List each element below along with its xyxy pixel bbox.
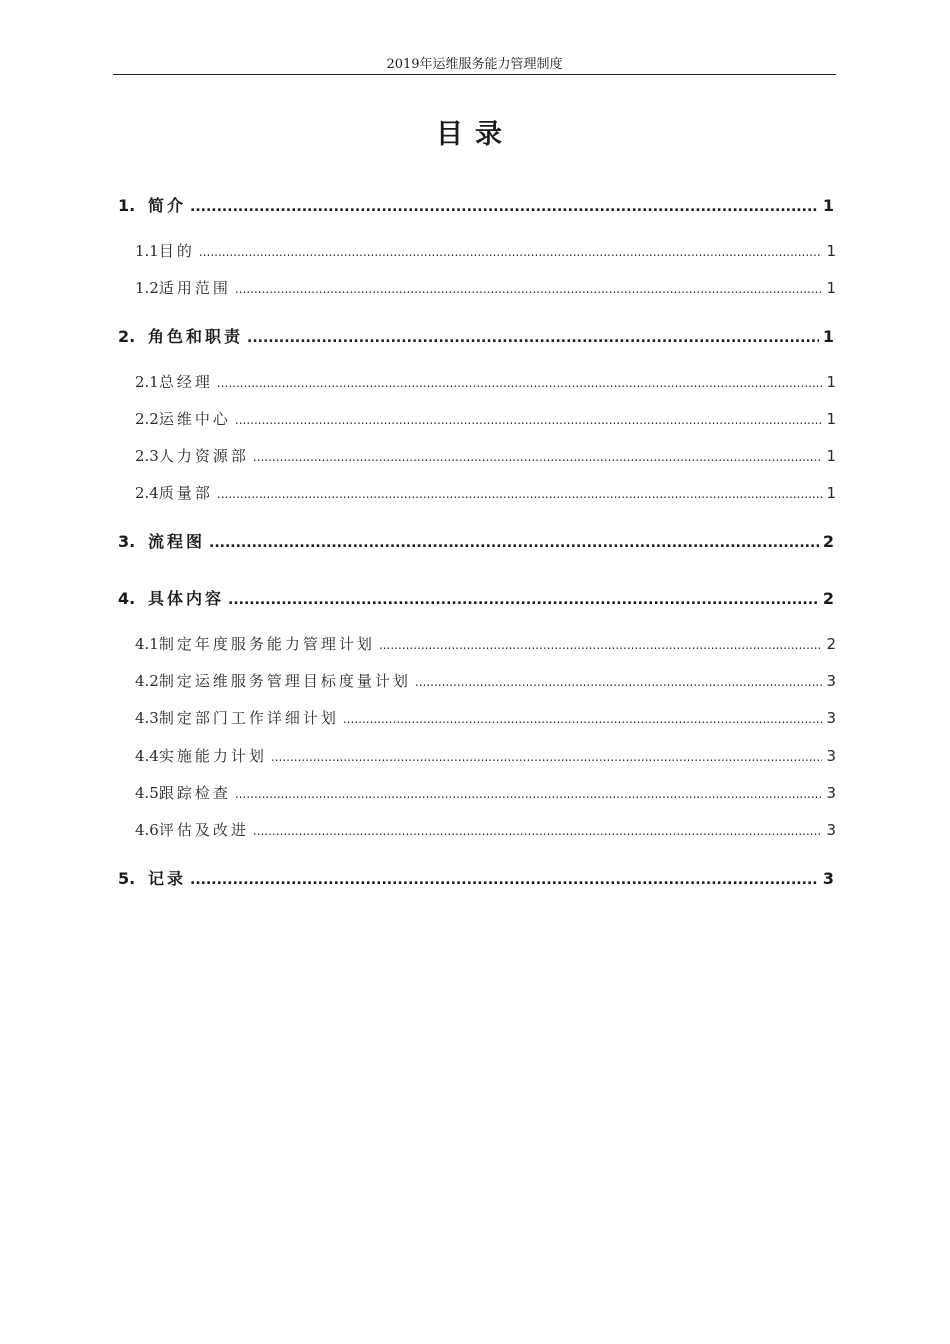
- toc-dot-leader: [190, 199, 819, 215]
- toc-entry-page: 3: [826, 709, 836, 727]
- toc-entry-label: 运维中心: [158, 410, 231, 428]
- toc-entry-number: 4.2: [135, 672, 159, 690]
- toc-entry-annual-plan[interactable]: [135, 633, 836, 654]
- toc-entry-number: 2.4: [135, 484, 159, 502]
- toc-entry-label: 质量部: [158, 484, 213, 502]
- toc-entry-scope[interactable]: [135, 277, 836, 298]
- toc-entry-hr[interactable]: [135, 445, 836, 466]
- toc-dot-leader: [379, 638, 822, 652]
- toc-entry-page: 1: [826, 484, 836, 502]
- toc-dot-leader: [253, 450, 822, 464]
- toc-dot-leader: [235, 787, 822, 801]
- toc-dot-leader: [228, 592, 819, 608]
- toc-entry-intro[interactable]: [118, 193, 834, 216]
- toc-title: 目录: [436, 119, 514, 150]
- toc-entry-general-manager[interactable]: [135, 371, 836, 392]
- toc-dot-leader: [199, 245, 822, 259]
- toc-entry-page: 3: [822, 869, 834, 888]
- toc-dot-leader: [343, 712, 822, 726]
- toc-entry-evaluation[interactable]: [135, 819, 836, 840]
- toc-entry-label: 目的: [158, 242, 195, 260]
- toc-entry-label: 实施能力计划: [158, 747, 267, 765]
- toc-entry-number: 4.6: [135, 821, 159, 839]
- toc-entry-label: 制定年度服务能力管理计划: [158, 635, 375, 653]
- toc-entry-page: 3: [826, 821, 836, 839]
- toc-entry-number: 2.1: [135, 373, 159, 391]
- toc-entry-tracking[interactable]: [135, 782, 836, 803]
- toc-dot-leader: [209, 535, 819, 551]
- toc-dot-leader: [247, 330, 819, 346]
- toc-entry-label: 具体内容: [148, 589, 225, 608]
- toc-entry-page: 1: [826, 279, 836, 297]
- toc-entry-label: 跟踪检查: [158, 784, 231, 802]
- toc-entry-page: 2: [826, 635, 836, 653]
- toc-entry-page: 1: [826, 373, 836, 391]
- toc-entry-page: 3: [826, 784, 836, 802]
- toc-entry-label: 流程图: [148, 532, 206, 551]
- toc-entry-number: 5.: [118, 869, 136, 888]
- toc-entry-page: 1: [822, 327, 834, 346]
- toc-entry-details[interactable]: [118, 586, 834, 609]
- toc-entry-ops-center[interactable]: [135, 408, 836, 429]
- toc-entry-purpose[interactable]: [135, 240, 836, 261]
- toc-entry-number: 3.: [118, 532, 136, 551]
- toc-entry-page: 3: [826, 747, 836, 765]
- toc-entry-number: 1.1: [135, 242, 159, 260]
- toc-entry-label: 制定运维服务管理目标度量计划: [158, 672, 411, 690]
- toc-entry-page: 1: [822, 196, 834, 215]
- toc-dot-leader: [415, 675, 822, 689]
- toc-entry-dept-plan[interactable]: [135, 707, 836, 728]
- toc-entry-quality[interactable]: [135, 482, 836, 503]
- toc-entry-label: 记录: [148, 869, 187, 888]
- toc-dot-leader: [235, 413, 822, 427]
- page-header: 2019年运维服务能力管理制度: [386, 57, 563, 72]
- toc-entry-label: 制定部门工作详细计划: [158, 709, 339, 727]
- header-rule: [113, 74, 836, 75]
- toc-entry-number: 1.: [118, 196, 136, 215]
- toc-dot-leader: [235, 282, 822, 296]
- toc-entry-number: 2.2: [135, 410, 159, 428]
- toc-dot-leader: [190, 872, 819, 888]
- toc-entry-number: 2.3: [135, 447, 159, 465]
- toc-entry-number: 1.2: [135, 279, 159, 297]
- toc-entry-label: 评估及改进: [158, 821, 249, 839]
- toc-dot-leader: [217, 376, 822, 390]
- toc-entry-number: 4.4: [135, 747, 159, 765]
- toc-entry-label: 角色和职责: [148, 327, 244, 346]
- toc-entry-page: 2: [822, 532, 834, 551]
- toc-entry-label: 简介: [148, 196, 187, 215]
- toc-entry-implement[interactable]: [135, 745, 836, 766]
- toc-dot-leader: [217, 487, 822, 501]
- toc-entry-page: 1: [826, 447, 836, 465]
- toc-entry-number: 4.3: [135, 709, 159, 727]
- toc-entry-number: 4.: [118, 589, 136, 608]
- toc-entry-records[interactable]: [118, 866, 834, 889]
- toc-entry-page: 1: [826, 410, 836, 428]
- toc-entry-page: 2: [822, 589, 834, 608]
- toc-entry-flowchart[interactable]: [118, 529, 834, 552]
- toc-entry-page: 3: [826, 672, 836, 690]
- toc-dot-leader: [253, 824, 822, 838]
- toc-entry-label: 总经理: [158, 373, 213, 391]
- toc-entry-number: 4.5: [135, 784, 159, 802]
- toc-entry-number: 2.: [118, 327, 136, 346]
- toc-entry-metrics-plan[interactable]: [135, 670, 836, 691]
- toc-entry-number: 4.1: [135, 635, 159, 653]
- toc-entry-label: 适用范围: [158, 279, 231, 297]
- toc-entry-page: 1: [826, 242, 836, 260]
- toc-dot-leader: [271, 750, 822, 764]
- toc-entry-label: 人力资源部: [158, 447, 249, 465]
- toc-entry-roles[interactable]: [118, 324, 834, 347]
